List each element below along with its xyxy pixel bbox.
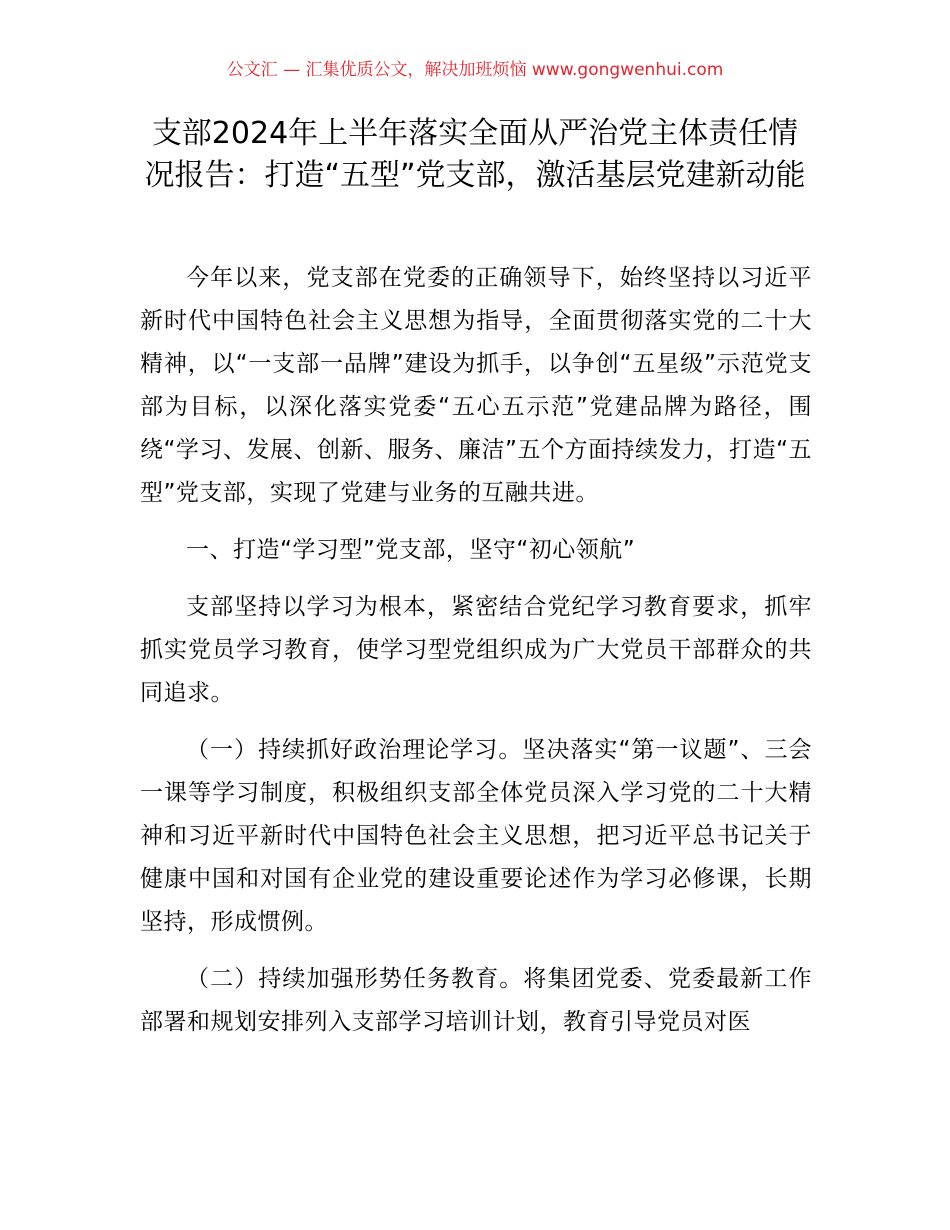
document-body	[140, 257, 812, 1058]
section-heading: 一、打造“学习型”党支部，坚守“初心领航”	[186, 537, 636, 563]
section-paragraph: 支部坚持以学习为根本，紧密结合党纪学习教育要求，抓牢抓实党员学习教育，使学习型党组织成为广大党员干部群众的共同追求。	[140, 594, 812, 706]
intro-paragraph: 今年以来，党支部在党委的正确领导下，始终坚持以习近平新时代中国特色社会主义思想为指导，全面贯彻落实党的二十大精神，以“一支部一品牌”建设为抓手，以争创“五星级”示范党支部为目标，以深化落实党委“五心五示范”党建品牌为路径，围绕“学习、发展、创新、服务、廉洁”五个方面持续发力，打造“五型”党支部，实现了党建与业务的互融共进。	[140, 265, 812, 506]
document-title: 支部2024年上半年落实全面从严治党主体责任情况报告：打造“五型”党支部，激活基层党建新动能	[144, 116, 806, 193]
subsection-paragraph-1: （一）持续抓好政治理论学习。坚决落实“第一议题”、三会一课等学习制度，积极组织支部全体党员深入学习党的二十大精神和习近平新时代中国特色社会主义思想，把习近平总书记关于健康中国和对国有企业党的建设重要论述作为学习必修课，长期坚持，形成惯例。	[140, 737, 812, 935]
site-banner[interactable]: 公文汇 — 汇集优质公文，解决加班烦恼 www.gongwenhui.com	[226, 60, 724, 80]
subsection-paragraph-2: （二）持续加强形势任务教育。将集团党委、党委最新工作部署和规划安排列入支部学习培训计划，教育引导党员对医	[140, 966, 812, 1035]
